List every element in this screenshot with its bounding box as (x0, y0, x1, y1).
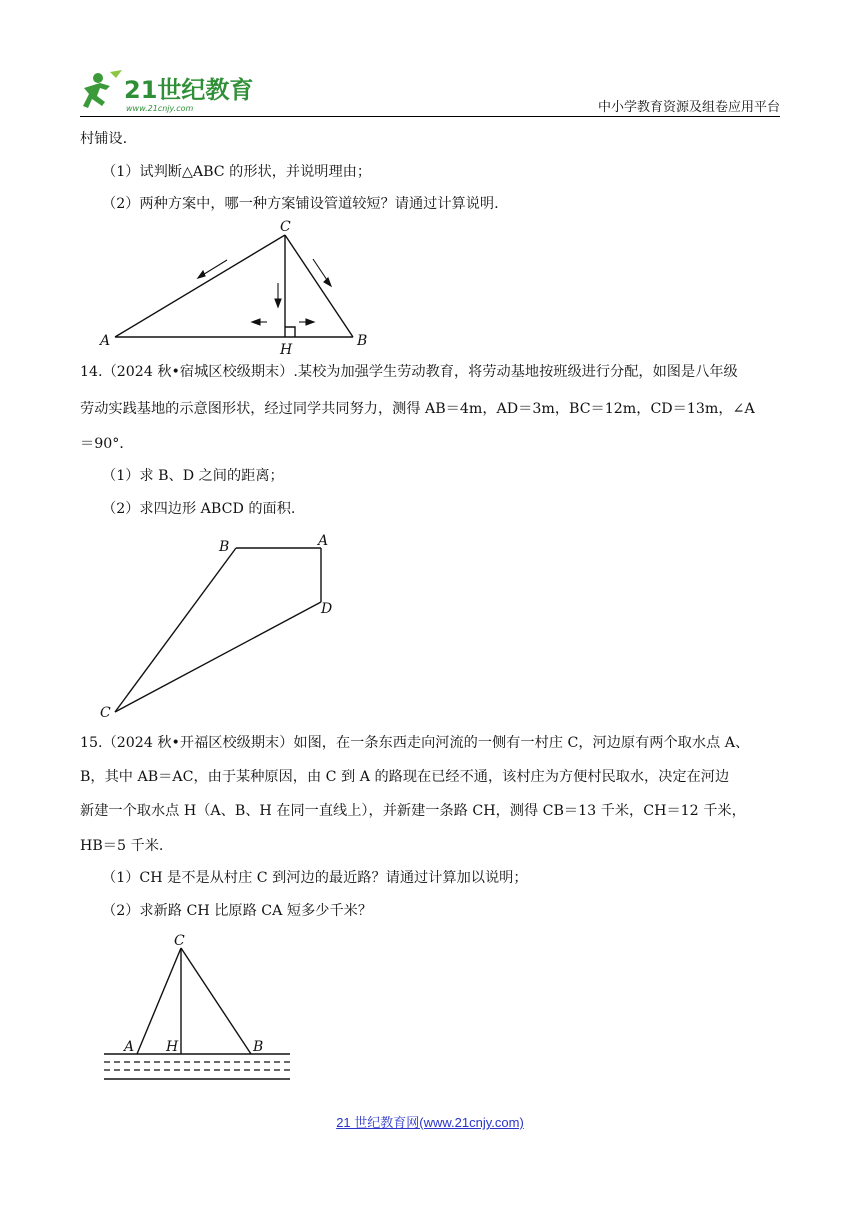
q14-label-b: B (219, 539, 230, 555)
q15-label-h: H (166, 1039, 179, 1055)
q13-part2: （2）两种方案中，哪一种方案铺设管道较短？请通过计算说明. (102, 196, 499, 212)
q14-part2: （2）求四边形 ABCD 的面积. (102, 501, 296, 517)
q14-label-d: D (321, 601, 333, 617)
q14-label-a: A (318, 533, 329, 549)
q13-figure (95, 215, 380, 355)
q14-side-cb (115, 548, 236, 712)
q14-figure (95, 530, 350, 720)
site-logo (80, 66, 260, 116)
q15-line4: HB＝5 千米. (80, 838, 164, 854)
q13-tail: 村铺设. (80, 131, 128, 147)
logo-text: 21世纪教育 (124, 76, 254, 104)
q14-label-c: C (100, 705, 111, 720)
q15-label-a: A (124, 1039, 135, 1055)
q14-part1: （1）求 B、D 之间的距离； (102, 468, 284, 484)
q14-line2: 劳动实践基地的示意图形状，经过同学共同努力，测得 AB＝4m，AD＝3m，BC＝12m，CD＝13m，∠A (80, 401, 755, 417)
q15-label-b: B (253, 1039, 264, 1055)
q14-line1: 14.（2024 秋•宿城区校级期末）.某校为加强学生劳动教育，将劳动基地按班级进行分配，如图是八年级 (80, 364, 738, 380)
q15-line2: B，其中 AB＝AC，由于某种原因，由 C 到 A 的路现在已经不通，该村庄为方便村民取水，决定在河边 (80, 769, 730, 785)
q15-figure (100, 930, 295, 1085)
q13-side-cb (285, 235, 353, 337)
q13-label-h: H (280, 342, 293, 355)
q13-right-angle-mark (285, 327, 295, 337)
q14-side-dc (115, 602, 321, 712)
q15-part2: （2）求新路 CH 比原路 CA 短多少千米？ (102, 903, 373, 919)
q13-label-b: B (357, 333, 368, 349)
footer-link[interactable]: 21 世纪教育网(www.21cnjy.com) (336, 1115, 524, 1130)
q15-label-c: C (174, 933, 185, 949)
q14-line3: ＝90°． (80, 436, 134, 452)
q13-label-a: A (100, 333, 111, 349)
q13-label-c: C (280, 219, 291, 235)
header-divider (80, 116, 780, 117)
q15-line3: 新建一个取水点 H（A、B、H 在同一直线上），并新建一条路 CH，测得 CB＝13 千米，CH＝12 千米， (80, 803, 746, 819)
q15-side-cb (181, 948, 251, 1054)
q13-part1: （1）试判断△ABC 的形状，并说明理由； (102, 164, 372, 180)
q15-part1: （1）CH 是不是从村庄 C 到河边的最近路？请通过计算加以说明； (102, 870, 528, 886)
q15-line1: 15.（2024 秋•开福区校级期末）如图，在一条东西走向河流的一侧有一村庄 C，河边原有两个取水点 A、 (80, 735, 750, 751)
logo-url: www.21cnjy.com (126, 104, 194, 113)
q13-arrow-left (201, 260, 227, 276)
page-header (80, 66, 780, 118)
platform-title: 中小学教育资源及组卷应用平台 (597, 100, 780, 115)
